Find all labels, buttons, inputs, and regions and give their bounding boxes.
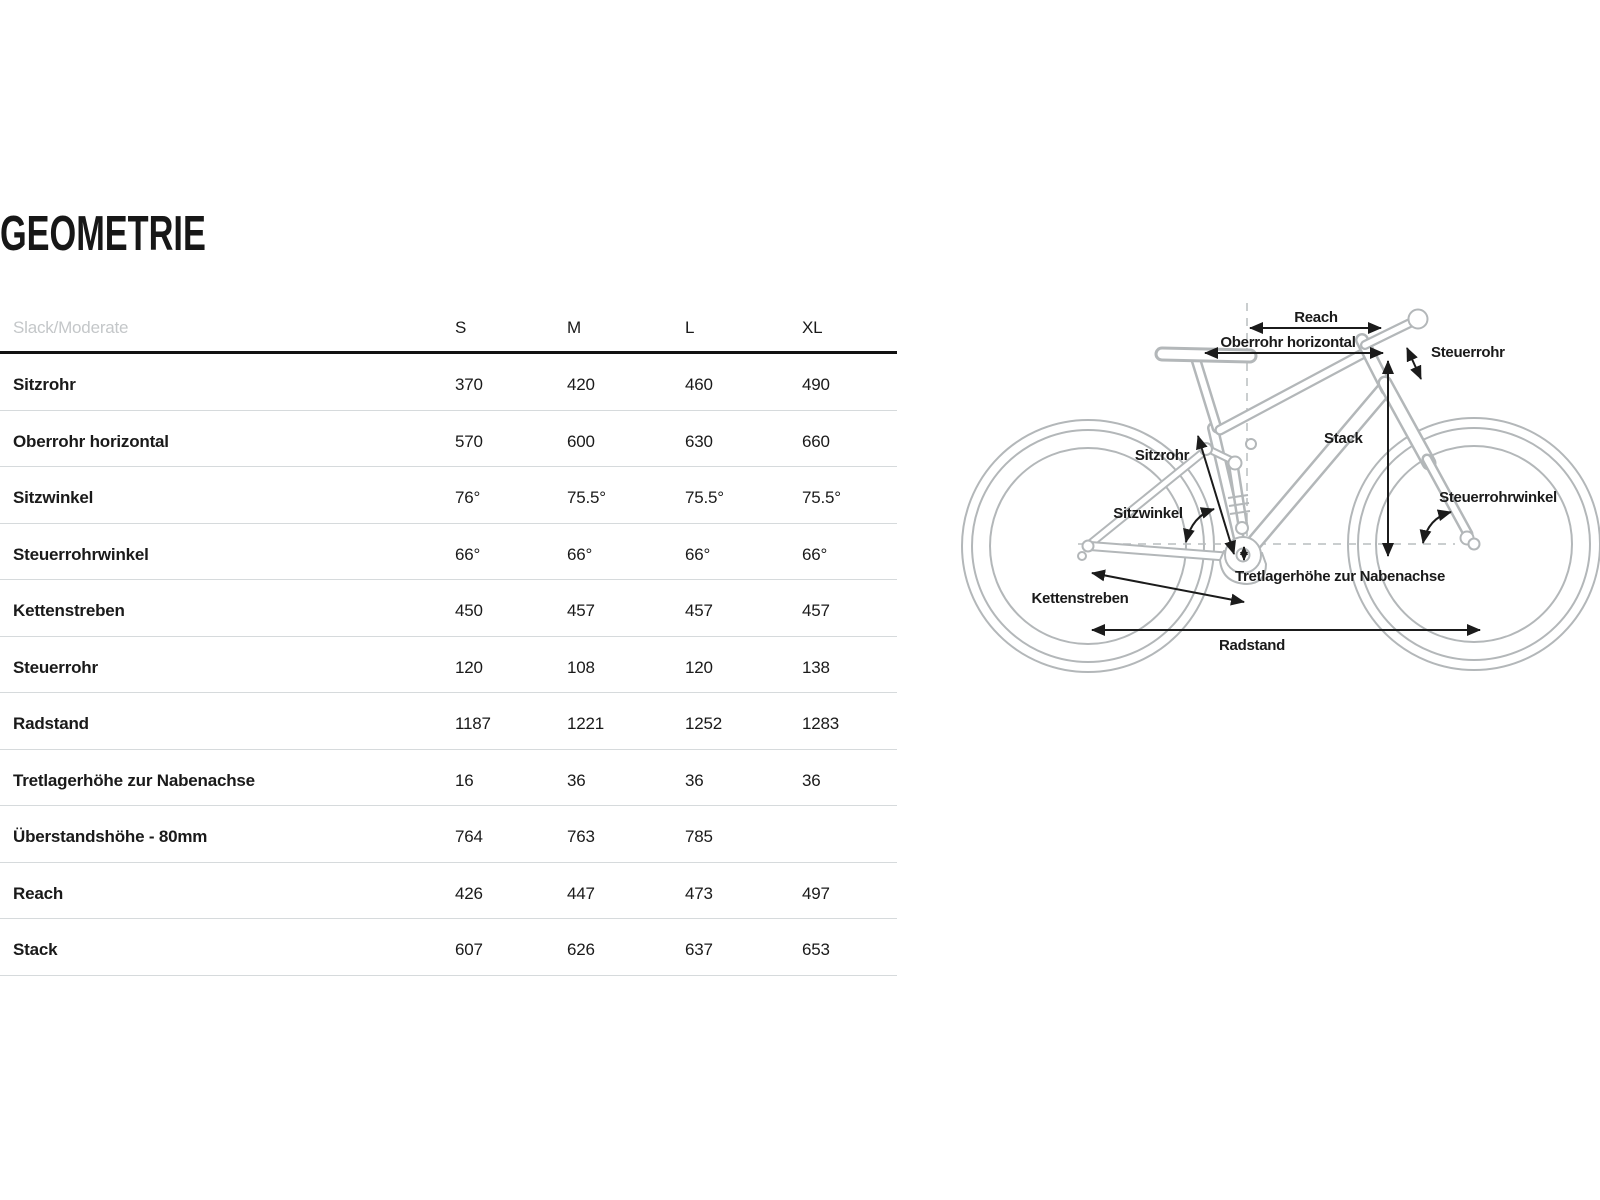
- front-hub: [1469, 539, 1480, 550]
- cell-l: 1252: [685, 714, 723, 734]
- table-row: [0, 637, 897, 694]
- cell-xl: 1283: [802, 714, 840, 734]
- cell-l: 66°: [685, 544, 711, 564]
- cell-xl: [802, 830, 897, 837]
- sitzwinkel-label: Sitzwinkel: [1113, 505, 1183, 522]
- table-row: [0, 863, 897, 920]
- dimension-annotations: [1032, 309, 1557, 654]
- steuerrohrwinkel-label: Steuerrohrwinkel: [1439, 489, 1557, 506]
- oberrohr-label: Oberrohr horizontal: [1220, 334, 1356, 351]
- row-label: Oberrohr horizontal: [13, 431, 169, 451]
- row-label: Steuerrohr: [13, 657, 98, 677]
- cell-l: 457: [685, 601, 713, 621]
- cell-l: 785: [685, 827, 713, 847]
- row-label: Überstandshöhe - 80mm: [13, 827, 208, 847]
- cell-m: 626: [567, 940, 595, 960]
- row-label: Sitzwinkel: [13, 488, 94, 508]
- reach-label: Reach: [1294, 309, 1338, 326]
- stack-label: Stack: [1324, 430, 1363, 447]
- cell-m: 447: [567, 883, 595, 903]
- table-row: [0, 354, 897, 411]
- cell-s: 607: [455, 940, 483, 960]
- cell-l: 120: [685, 657, 713, 677]
- cell-s: 66°: [455, 544, 481, 564]
- table-row: [0, 580, 897, 637]
- cell-s: 76°: [455, 488, 481, 508]
- cell-m: 66°: [567, 544, 593, 564]
- cell-m: 457: [567, 601, 595, 621]
- table-row: [0, 919, 897, 976]
- cell-l: 637: [685, 940, 713, 960]
- page-title: GEOMETRIE: [0, 207, 206, 261]
- cell-s: 450: [455, 601, 483, 621]
- cell-l: 75.5°: [685, 488, 724, 508]
- row-label: Sitzrohr: [13, 375, 76, 395]
- cell-xl: 138: [802, 657, 830, 677]
- pivot: [1236, 522, 1248, 534]
- rear-hub: [1083, 541, 1094, 552]
- cell-s: 426: [455, 883, 483, 903]
- column-header-l: L: [685, 318, 695, 337]
- cell-m: 1221: [567, 714, 605, 734]
- steuerrohr-arrow: [1407, 348, 1421, 379]
- cell-xl: 36: [802, 770, 821, 790]
- cell-m: 108: [567, 657, 595, 677]
- cell-s: 120: [455, 657, 483, 677]
- row-label: Radstand: [13, 714, 89, 734]
- row-label: Stack: [13, 940, 58, 960]
- table-row: [0, 467, 897, 524]
- table-header-label: Slack/Moderate: [13, 318, 129, 337]
- table-row: [0, 750, 897, 807]
- cell-xl: 653: [802, 940, 830, 960]
- kettenstreben-label: Kettenstreben: [1031, 590, 1129, 607]
- steuerrohr-label: Steuerrohr: [1431, 344, 1505, 361]
- pivot: [1229, 457, 1242, 470]
- row-label: Kettenstreben: [13, 601, 125, 621]
- sitzrohr-label: Sitzrohr: [1134, 447, 1190, 464]
- rear-derailleur: [1078, 552, 1086, 560]
- cell-l: 36: [685, 770, 704, 790]
- cell-l: 460: [685, 375, 713, 395]
- geometry-table: [0, 298, 897, 976]
- cell-xl: 497: [802, 883, 830, 903]
- cell-m: 36: [567, 770, 586, 790]
- cell-m: 75.5°: [567, 488, 606, 508]
- cell-xl: 660: [802, 431, 830, 451]
- table-row: [0, 411, 897, 468]
- cell-xl: 457: [802, 601, 830, 621]
- tretlagerhoehe-label: Tretlagerhöhe zur Nabenachse: [1234, 568, 1446, 585]
- table-row: [0, 693, 897, 750]
- column-header-s: S: [455, 318, 467, 337]
- cell-m: 420: [567, 375, 595, 395]
- row-label: Tretlagerhöhe zur Nabenachse: [13, 770, 255, 790]
- table-header-row: [0, 298, 897, 354]
- row-label: Reach: [13, 883, 64, 903]
- pivot: [1246, 439, 1256, 449]
- cell-xl: 66°: [802, 544, 828, 564]
- column-header-m: M: [567, 318, 581, 337]
- table-row: [0, 524, 897, 581]
- cell-s: 764: [455, 827, 483, 847]
- cell-s: 1187: [455, 714, 491, 734]
- steuerrohrwinkel-arc: [1423, 512, 1451, 543]
- cell-m: 600: [567, 431, 595, 451]
- cell-xl: 490: [802, 375, 830, 395]
- row-label: Steuerrohrwinkel: [13, 544, 149, 564]
- handlebar-grip: [1409, 310, 1428, 329]
- column-header-xl: XL: [802, 318, 823, 337]
- radstand-label: Radstand: [1219, 637, 1285, 654]
- cell-xl: 75.5°: [802, 488, 841, 508]
- cell-m: 763: [567, 827, 595, 847]
- cell-l: 473: [685, 883, 713, 903]
- table-row: [0, 806, 897, 863]
- cell-s: 370: [455, 375, 483, 395]
- cell-s: 16: [455, 770, 474, 790]
- bike-geometry-diagram: [950, 290, 1600, 710]
- cell-s: 570: [455, 431, 483, 451]
- cell-l: 630: [685, 431, 713, 451]
